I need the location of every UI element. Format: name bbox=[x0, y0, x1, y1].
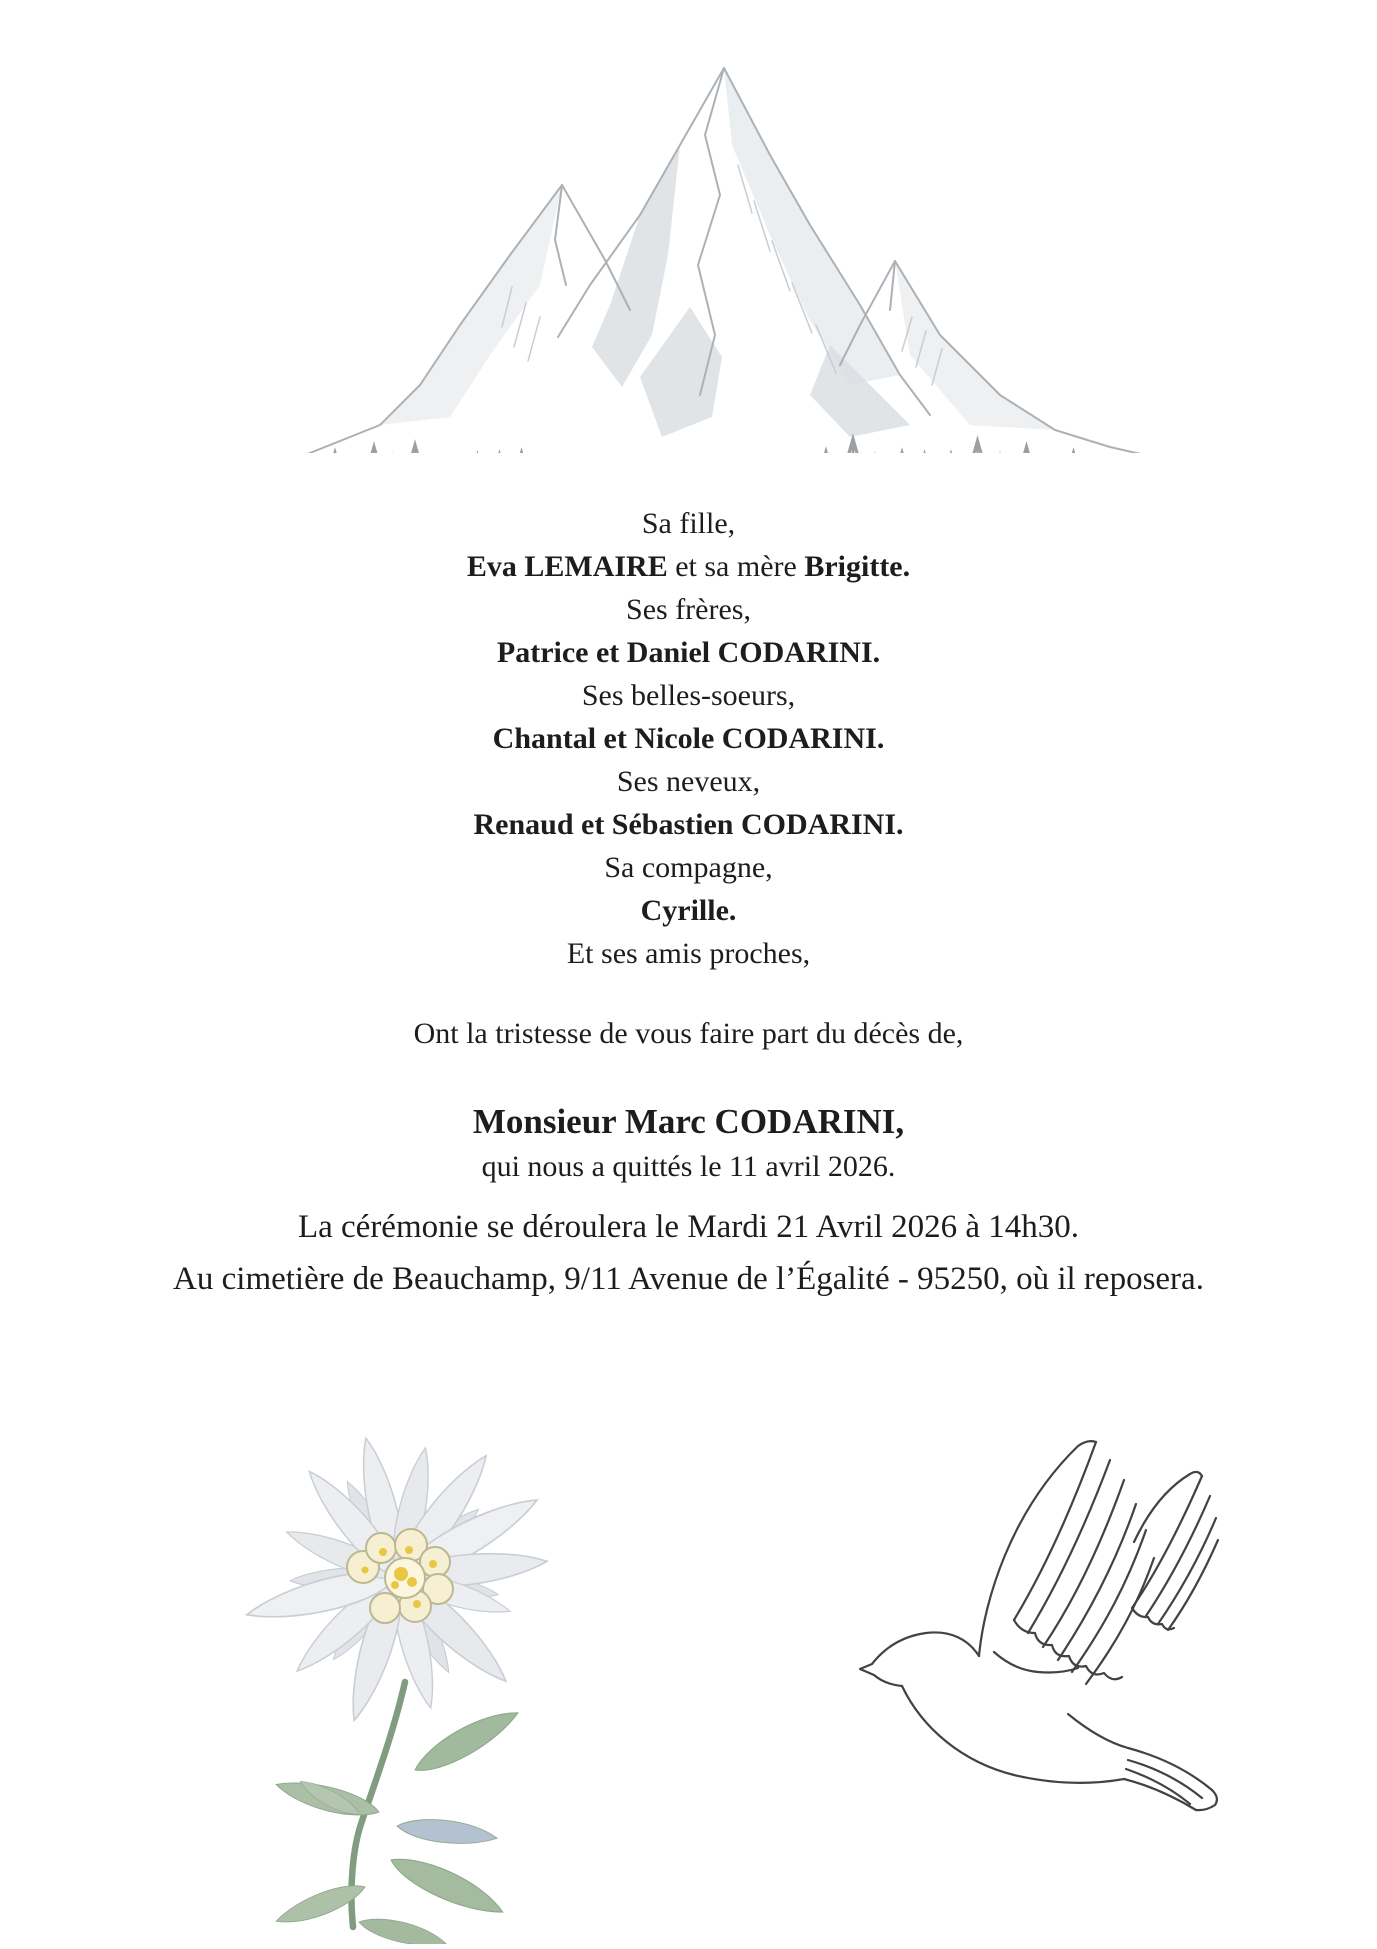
family-line bbox=[0, 502, 1377, 545]
family-member-name: Chantal et Nicole CODARINI. bbox=[492, 722, 885, 755]
family-line bbox=[0, 803, 1377, 846]
family-member-name: Renaud et Sébastien CODARINI. bbox=[473, 808, 904, 841]
family-line bbox=[0, 932, 1377, 975]
family-member-name: Brigitte. bbox=[804, 550, 911, 583]
family-line-text: et sa mère bbox=[667, 550, 805, 583]
deceased-name: Monsieur Marc CODARINI, bbox=[472, 1102, 905, 1141]
family-block bbox=[0, 502, 1377, 975]
dove-illustration bbox=[838, 1412, 1252, 1826]
announcement-intro: Ont la tristesse de vous faire part du décès de, bbox=[413, 1017, 964, 1050]
family-line bbox=[0, 760, 1377, 803]
family-line-text: Ses frères, bbox=[626, 593, 751, 626]
passing-date-line: qui nous a quittés le 11 avril 2026. bbox=[481, 1150, 896, 1183]
mountain-illustration bbox=[210, 55, 1165, 453]
family-member-name: Patrice et Daniel CODARINI. bbox=[496, 636, 881, 669]
ceremony-place-line: Au cimetière de Beauchamp, 9/11 Avenue de l’Égalité - 95250, où il reposera. bbox=[173, 1261, 1204, 1297]
family-line bbox=[0, 889, 1377, 932]
family-line-text: Ses neveux, bbox=[616, 765, 761, 798]
family-line bbox=[0, 545, 1377, 588]
family-line bbox=[0, 674, 1377, 717]
family-line bbox=[0, 588, 1377, 631]
family-line bbox=[0, 846, 1377, 889]
family-line-text: Sa fille, bbox=[641, 507, 736, 540]
family-member-name: Cyrille. bbox=[640, 894, 737, 927]
family-line-text: Sa compagne, bbox=[604, 851, 773, 884]
family-line bbox=[0, 631, 1377, 674]
family-member-name: Eva LEMAIRE bbox=[466, 550, 668, 583]
family-line-text: Ses belles-soeurs, bbox=[581, 679, 796, 712]
edelweiss-flower-illustration bbox=[183, 1382, 607, 1944]
family-line bbox=[0, 717, 1377, 760]
family-line-text: Et ses amis proches, bbox=[566, 937, 811, 970]
ceremony-date-line: La cérémonie se déroulera le Mardi 21 Avril 2026 à 14h30. bbox=[297, 1209, 1080, 1245]
